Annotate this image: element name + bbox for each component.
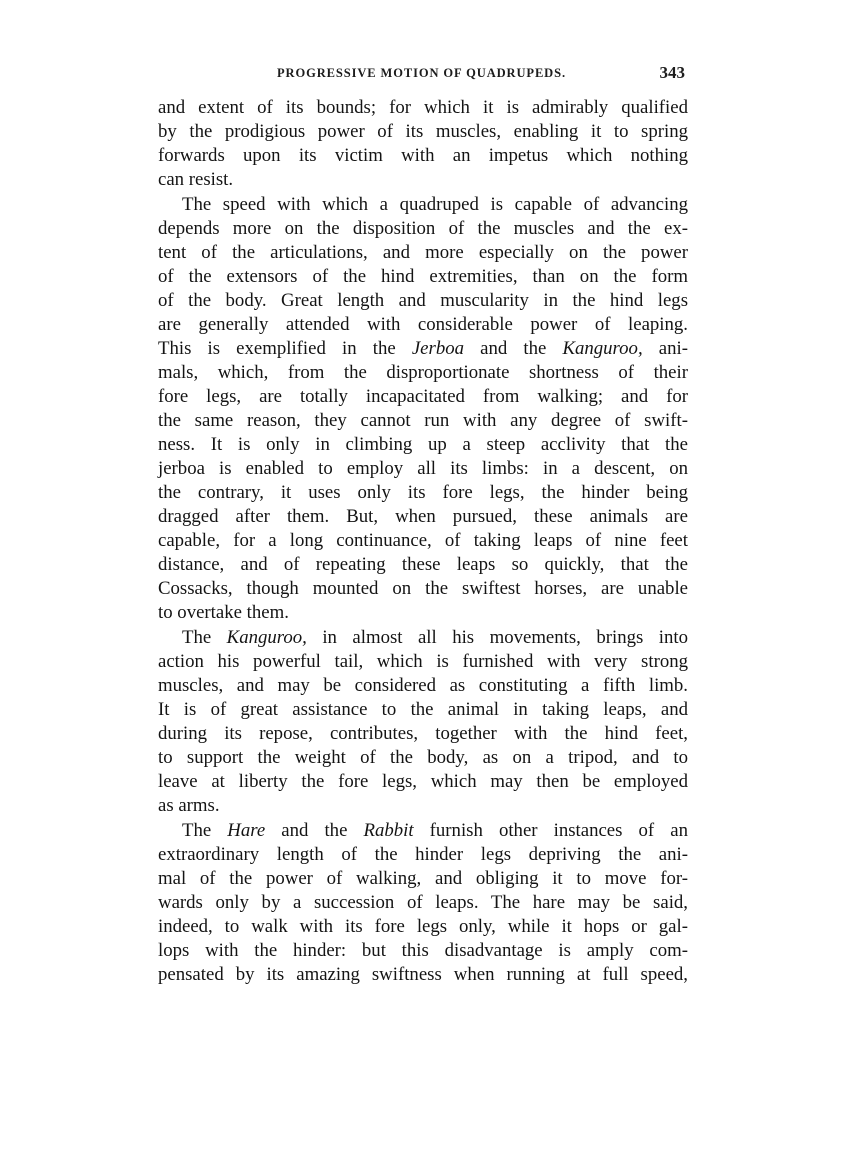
text-line: during its repose, contributes, together with the hind feet, <box>158 723 688 744</box>
text-line: Cossacks, though mounted on the swiftest horses, are unable <box>158 578 688 599</box>
text-line: of the extensors of the hind extremities, than on the form <box>158 266 688 287</box>
text-line: This is exemplified in the Jerboa and the Kanguroo, ani- <box>158 338 688 359</box>
text-line: ness. It is only in climbing up a steep acclivity that the <box>158 434 688 455</box>
text-line: the contrary, it uses only its fore legs, the hinder being <box>158 482 688 503</box>
text-line: mals, which, from the disproportionate shortness of their <box>158 362 688 383</box>
text-line: indeed, to walk with its fore legs only, while it hops or gal- <box>158 916 688 937</box>
text-line: muscles, and may be considered as constituting a fifth limb. <box>158 675 688 696</box>
text-line: as arms. <box>158 795 220 816</box>
text-line: action his powerful tail, which is furnished with very strong <box>158 651 688 672</box>
text-line: jerboa is enabled to employ all its limbs: in a descent, on <box>158 458 688 479</box>
text-line: capable, for a long continuance, of taking leaps of nine feet <box>158 530 688 551</box>
text-line: by the prodigious power of its muscles, enabling it to spring <box>158 121 688 142</box>
text-line: extraordinary length of the hinder legs depriving the ani- <box>158 844 688 865</box>
text-line: wards only by a succession of leaps. The hare may be said, <box>158 892 688 913</box>
italic-term: Hare <box>227 820 266 841</box>
text-line: to overtake them. <box>158 602 289 623</box>
text-line: fore legs, are totally incapacitated from walking; and for <box>158 386 688 407</box>
text-line: mal of the power of walking, and obliging it to move for- <box>158 868 688 889</box>
italic-term: Kanguroo, <box>226 627 307 648</box>
text-line: and extent of its bounds; for which it is admirably qualified <box>158 97 688 118</box>
text-line: are generally attended with considerable power of leaping. <box>158 314 688 335</box>
text-line: tent of the articulations, and more especially on the power <box>158 242 688 263</box>
italic-term: Rabbit <box>363 820 414 841</box>
text-line: of the body. Great length and muscularity in the hind legs <box>158 290 688 311</box>
text-line: to support the weight of the body, as on a tripod, and to <box>158 747 688 768</box>
text-line: The speed with which a quadruped is capable of advancing <box>182 194 688 215</box>
italic-term: Jerboa <box>411 338 464 359</box>
text-line: the same reason, they cannot run with any degree of swift- <box>158 410 688 431</box>
italic-term: Kanguroo, <box>562 338 643 359</box>
text-line: forwards upon its victim with an impetus which nothing <box>158 145 688 166</box>
text-line: leave at liberty the fore legs, which may then be employed <box>158 771 688 792</box>
running-head <box>158 64 685 86</box>
text-line: lops with the hinder: but this disadvantage is amply com- <box>158 940 688 961</box>
page-number: 343 <box>659 63 685 82</box>
text-line: distance, and of repeating these leaps so quickly, that the <box>158 554 688 575</box>
text-line: The Kanguroo, in almost all his movements, brings into <box>182 627 688 648</box>
text-line: dragged after them. But, when pursued, these animals are <box>158 506 688 527</box>
text-line: can resist. <box>158 169 234 190</box>
text-line: It is of great assistance to the animal in taking leaps, and <box>158 699 688 720</box>
body-text <box>158 96 688 987</box>
text-line: depends more on the disposition of the muscles and the ex- <box>158 218 688 239</box>
running-title: PROGRESSIVE MOTION OF QUADRUPEDS. <box>277 66 566 80</box>
text-line: pensated by its amazing swiftness when running at full speed, <box>158 964 688 985</box>
text-line: The Hare and the Rabbit furnish other instances of an <box>182 820 688 841</box>
